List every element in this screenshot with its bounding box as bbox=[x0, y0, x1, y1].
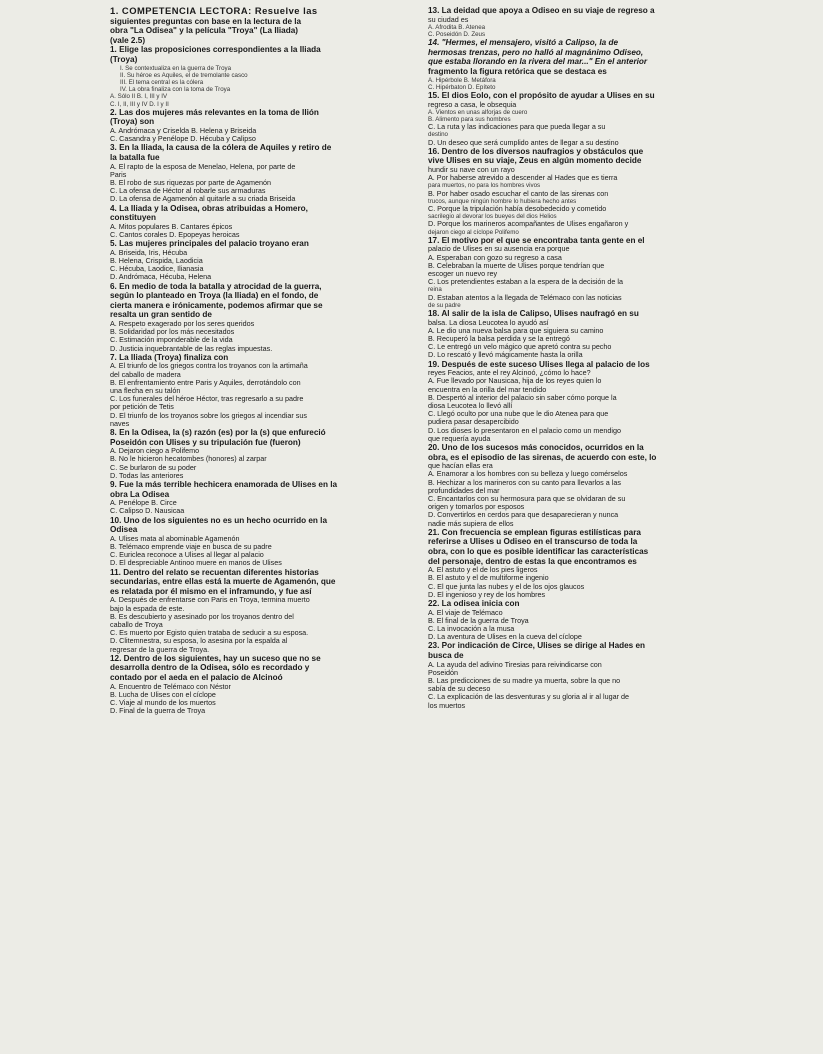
right-text-line: hundir su nave con un rayo bbox=[428, 165, 515, 174]
left-text-line: obra "La Odisea" y la película "Troya" (La Iliada) bbox=[110, 26, 298, 36]
left-text-line: (Troya) bbox=[110, 54, 138, 64]
left-text-line: 7. La Iliada (Troya) finaliza con bbox=[110, 352, 229, 362]
right-text-line: B. El astuto y el de multiforme ingenio bbox=[428, 574, 549, 583]
right-text-line: C. La invocación a la musa bbox=[428, 625, 515, 634]
left-text-line: A. Andrómaca y Criselda B. Helena y Briseida bbox=[110, 126, 257, 135]
left-text-line: B. Helena, Crispida, Laodicia bbox=[110, 256, 203, 265]
left-text-line: naves bbox=[110, 419, 130, 428]
right-text-line: A. Por haberse atrevido a descender al Hades que es tierra bbox=[428, 174, 618, 183]
right-text-line: C. Llegó oculto por una nube que le dio Atenea para que bbox=[428, 410, 609, 419]
left-column bbox=[110, 6, 398, 715]
right-text-line: B. Despertó al interior del palacio sin saber cómo porque la bbox=[428, 393, 617, 402]
left-text-line: 1. COMPETENCIA LECTORA: Resuelve las bbox=[110, 6, 318, 16]
left-text-line: obra La Odisea bbox=[110, 489, 170, 499]
right-text-line: los muertos bbox=[428, 701, 466, 710]
right-text-line: escoger un nuevo rey bbox=[428, 270, 498, 279]
left-text-line: A. Penélope B. Circe bbox=[110, 499, 177, 508]
right-text-line: reyes Feacios, ante el rey Alcinoó, ¿cómo lo hace? bbox=[428, 369, 591, 378]
left-text-line: Paris bbox=[110, 170, 127, 179]
right-text-line: hermosas trenzas, pero no halló al magnánimo Odiseo, bbox=[428, 47, 644, 57]
right-text-line: A. Afrodita B. Atenea bbox=[428, 23, 486, 31]
left-text-line: A. Encuentro de Telémaco con Néstor bbox=[110, 682, 231, 691]
left-text-line: cierta manera e irónicamente, podemos afirmar que se bbox=[110, 300, 323, 310]
right-text-line: balsa. La diosa Leucotea lo ayudó así bbox=[428, 318, 549, 327]
left-text-line: C. Los funerales del héroe Héctor, tras regresarlo a su padre bbox=[110, 395, 304, 404]
right-text-line: regreso a casa, le obsequia bbox=[428, 100, 517, 109]
left-text-line: desarrolla dentro de la Odisea, sólo es recordado y bbox=[110, 663, 310, 673]
right-text-line: C. Le entregó un velo mágico que apretó contra su pecho bbox=[428, 343, 612, 352]
right-text-line: C. Porque la tripulación había desobedecido y cometido bbox=[428, 205, 607, 213]
right-text-line: profundidades del mar bbox=[428, 486, 500, 495]
left-text-line: Odisea bbox=[110, 525, 138, 535]
left-text-line: B. El enfrentamiento entre Paris y Aquiles, derrotándolo con bbox=[110, 378, 301, 387]
left-text-line: resalta un gran sentido de bbox=[110, 310, 212, 320]
left-text-line: según lo planteado en Troya (la Iliada) en el fondo, de bbox=[110, 291, 319, 301]
right-text-line: D. Porque los marineros acompañantes de Ulises engañaron y bbox=[428, 220, 629, 229]
left-text-line: II. Su héroe es Aquiles, el de tremolante casco bbox=[120, 71, 248, 79]
right-text-line: 18. Al salir de la isla de Calipso, Ulises naufragó en su bbox=[428, 309, 639, 319]
left-text-line: 4. La Iliada y la Odisea, obras atribuidas a Homero, bbox=[110, 203, 308, 213]
left-text-line: C. Se burlaron de su poder bbox=[110, 463, 197, 472]
right-text-line: 21. Con frecuencia se emplean figuras estilísticas para bbox=[428, 527, 641, 537]
right-text-line: B. Por haber osado escuchar el canto de las sirenas con bbox=[428, 189, 609, 198]
right-text-line: A. El viaje de Telémaco bbox=[428, 608, 503, 617]
left-text-line: por petición de Tetis bbox=[110, 403, 174, 412]
right-text-line: fragmento la figura retórica que se destaca es bbox=[428, 66, 607, 76]
left-text-line: D. El triunfo de los troyanos sobre los griegos al incendiar sus bbox=[110, 411, 307, 420]
left-text-line: D. Todas las anteriores bbox=[110, 471, 184, 480]
right-text-line: que requería ayuda bbox=[428, 434, 491, 443]
right-text-line: palacio de Ulises en su ausencia era porque bbox=[428, 245, 570, 254]
right-text-line: 16. Dentro de los diversos naufragios y obstáculos que bbox=[428, 146, 644, 156]
left-text-line: una flecha en su talón bbox=[110, 386, 181, 395]
right-text-line: B. Alimento para sus hombres bbox=[428, 115, 511, 123]
left-text-line: IV. La obra finaliza con la toma de Troya bbox=[120, 86, 231, 94]
left-text-line: D. Justicia inquebrantable de las reglas impuestas. bbox=[110, 344, 273, 353]
left-text-line: siguientes preguntas con base en la lectura de la bbox=[110, 16, 302, 26]
right-text-line: B. Celebraban la muerte de Ulises porque tendrían que bbox=[428, 261, 605, 270]
left-text-line: regresar de la guerra de Troya. bbox=[110, 645, 210, 654]
left-text-line: C. I, II, III y IV D. I y II bbox=[110, 100, 169, 108]
right-text-line: de su padre bbox=[428, 301, 461, 309]
left-text-line: 10. Uno de los siguientes no es un hecho ocurrido en la bbox=[110, 515, 328, 525]
left-text-line: A. Respeto exagerado por los seres queridos bbox=[110, 319, 255, 328]
left-text-line: Poseidón con Ulises y su tripulación fue (fueron) bbox=[110, 437, 301, 447]
right-text-line: que hacían ellas era bbox=[428, 462, 493, 471]
left-text-line: A. Mitos populares B. Cantares épicos bbox=[110, 222, 233, 231]
right-text-line: su ciudad es bbox=[428, 15, 469, 24]
left-text-line: 9. Fue la más terrible hechicera enamorada de Ulises en la bbox=[110, 479, 338, 489]
right-text-line: dejaron ciego al cíclope Polifemo bbox=[428, 228, 519, 236]
left-text-line: 5. Las mujeres principales del palacio troyano eran bbox=[110, 239, 309, 249]
left-text-line: B. Solidaridad por los más necesitados bbox=[110, 328, 235, 337]
left-text-line: A. El triunfo de los griegos contra los troyanos con la artimaña bbox=[110, 362, 308, 371]
left-text-line: A. Briseida, Iris, Hécuba bbox=[110, 248, 188, 257]
left-text-line: caballo de Troya bbox=[110, 620, 163, 629]
right-text-line: B. El final de la guerra de Troya bbox=[428, 616, 529, 625]
left-text-line: C. Es muerto por Egisto quien trataba de seducir a su esposa. bbox=[110, 629, 309, 638]
left-text-line: contado por el aeda en el palacio de Alcinoó bbox=[110, 672, 283, 682]
right-text-line: 14. "Hermes, el mensajero, visitó a Calipso, la de bbox=[428, 38, 619, 48]
left-text-line: bajo la espada de este. bbox=[110, 604, 185, 613]
left-text-line: C. La ofensa de Héctor al robarle sus armaduras bbox=[110, 187, 266, 196]
left-text-line: C. Euriclea reconoce a Ulises al llegar al palacio bbox=[110, 551, 264, 560]
right-text-line: B. Recuperó la balsa perdida y se la entregó bbox=[428, 335, 570, 344]
left-text-line: A. Sólo II B. I, III y IV bbox=[110, 93, 168, 101]
right-text-line: B. Hechizar a los marineros con su canto para llevarlos a las bbox=[428, 478, 621, 487]
right-text-line: destino bbox=[428, 131, 448, 139]
right-text-line: 23. Por indicación de Circe, Ulises se dirige al Hades en bbox=[428, 641, 646, 651]
left-text-line: 8. En la Odisea, la (s) razón (es) por la (s) que enfureció bbox=[110, 427, 326, 437]
right-text-line: D. Estaban atentos a la llegada de Telémaco con las noticias bbox=[428, 293, 622, 302]
right-text-line: C. La explicación de las desventuras y su gloria al ir al lugar de bbox=[428, 693, 629, 702]
left-text-line: D. Andrómaca, Hécuba, Helena bbox=[110, 273, 212, 282]
left-text-line: 1. Elige las proposiciones correspondientes a la Iliada bbox=[110, 45, 321, 55]
right-text-line: busca de bbox=[428, 651, 464, 661]
left-text-line: A. Después de enfrentarse con Paris en Troya, termina muerto bbox=[110, 596, 310, 605]
right-text-line: sabía de su deceso bbox=[428, 685, 491, 694]
right-text-line: 15. El dios Eolo, con el propósito de ayudar a Ulises en su bbox=[428, 90, 655, 100]
right-text-line: D. Un deseo que será cumplido antes de llegar a su destino bbox=[428, 138, 619, 147]
right-text-line: C. La ruta y las indicaciones para que pueda llegar a su bbox=[428, 123, 606, 132]
right-text-line: trucos, aunque ningún hombre lo hubiera hecho antes bbox=[428, 197, 577, 205]
left-text-line: 12. Dentro de los siguientes, hay un suceso que no se bbox=[110, 653, 321, 663]
right-text-line: origen y tomarlos por esposos bbox=[428, 503, 525, 512]
right-text-line: que estaba llorando en la rivera del mar..." En el anterior bbox=[428, 57, 648, 67]
right-text-line: del personaje, dentro de estas la que encontramos es bbox=[428, 556, 637, 566]
right-text-line: D. Convertirlos en cerdos para que desaparecieran y nunca bbox=[428, 511, 619, 520]
left-text-line: C. Casandra y Penélope D. Hécuba y Calipso bbox=[110, 135, 256, 144]
left-text-line: secundarias, entre ellas está la muerte de Agamenón, que bbox=[110, 577, 336, 587]
right-text-line: C. Hipérbaton D. Epíteto bbox=[428, 83, 496, 91]
right-text-line: 13. La deidad que apoya a Odiseo en su viaje de regreso a bbox=[428, 6, 655, 15]
right-text-line: obra, es el episodio de las sirenas, de acuerdo con este, lo bbox=[428, 452, 657, 462]
left-text-line: I. Se contextualiza en la guerra de Troya bbox=[120, 64, 232, 72]
left-text-line: D. Final de la guerra de Troya bbox=[110, 707, 206, 716]
right-text-line: D. Los dioses lo presentaron en el palacio como un mendigo bbox=[428, 426, 621, 435]
left-text-line: la batalla fue bbox=[110, 152, 160, 162]
left-text-line: C. Hécuba, Laodice, Ilianasia bbox=[110, 265, 204, 274]
right-text-line: nadie más supiera de ellos bbox=[428, 519, 514, 528]
right-text-line: A. Le dio una nueva balsa para que siguiera su camino bbox=[428, 326, 604, 335]
right-text-line: A. El astuto y el de los pies ligeros bbox=[428, 566, 538, 575]
left-text-line: C. Calipso D. Nausicaa bbox=[110, 507, 185, 516]
left-text-line: D. Clitemnestra, su esposa, lo asesina por la espalda al bbox=[110, 637, 288, 646]
right-text-line: D. Lo rescató y llevó mágicamente hasta la orilla bbox=[428, 351, 583, 360]
right-text-line: obra, con lo que es posible identificar las características bbox=[428, 547, 649, 557]
right-text-line: 19. Después de este suceso Ulises llega al palacio de los bbox=[428, 359, 650, 369]
left-text-line: constituyen bbox=[110, 213, 156, 223]
right-text-line: B. Las predicciones de su madre ya muerta, sobre la que no bbox=[428, 677, 621, 686]
left-text-line: del caballo de madera bbox=[110, 370, 181, 379]
right-text-line: para muertos, no para los hombres vivos bbox=[428, 182, 541, 190]
left-text-line: B. El robo de sus riquezas por parte de Agamenón bbox=[110, 178, 272, 187]
left-text-line: es relatada por él mismo en el inframundo, y fue así bbox=[110, 586, 312, 596]
left-text-line: B. Es descubierto y asesinado por los troyanos dentro del bbox=[110, 612, 294, 621]
left-text-line: (vale 2.5) bbox=[110, 35, 146, 45]
right-text-line: C. Encantarlos con su hermosura para que se olvidaran de su bbox=[428, 495, 626, 504]
left-text-line: (Troya) son bbox=[110, 117, 155, 127]
left-text-line: A. El rapto de la esposa de Menelao, Helena, por parte de bbox=[110, 162, 296, 171]
left-text-line: D. El despreciable Antinoo muere en manos de Ulises bbox=[110, 559, 282, 568]
left-text-line: B. Lucha de Ulises con el cíclope bbox=[110, 690, 216, 699]
left-text-line: D. La ofensa de Agamenón al quitarle a su criada Briseida bbox=[110, 195, 296, 204]
right-text-line: C. Poseidón D. Zeus bbox=[428, 31, 486, 38]
left-text-line: 2. Las dos mujeres más relevantes en la toma de Ilión bbox=[110, 107, 319, 117]
right-text-line: vive Ulises en su viaje, Zeus en algún momento decide bbox=[428, 156, 642, 166]
right-text-line: A. Esperaban con gozo su regreso a casa bbox=[428, 253, 562, 262]
right-text-line: A. Fue llevado por Nausicaa, hija de los reyes quien lo bbox=[428, 377, 602, 386]
left-text-line: A. Ulises mata al abominable Agamenón bbox=[110, 534, 240, 543]
left-text-line: C. Cantos corales D. Epopeyas heroicas bbox=[110, 230, 240, 239]
left-text-line: C. Viaje al mundo de los muertos bbox=[110, 698, 216, 707]
right-text-line: reina bbox=[428, 286, 442, 294]
right-text-line: diosa Leucotea lo llevó allí bbox=[428, 402, 513, 411]
right-text-line: sacrilegio al devorar los bueyes del dios Helios bbox=[428, 213, 557, 221]
right-text-line: D. La aventura de Ulises en la cueva del cíclope bbox=[428, 633, 582, 642]
right-text-line: A. Hipérbole B. Metáfora bbox=[428, 76, 496, 84]
right-text-line: 17. El motivo por el que se encontraba tanta gente en el bbox=[428, 235, 645, 245]
left-text-line: III. El tema central es la cólera bbox=[120, 78, 204, 86]
right-text-line: referirse a Ulises u Odiseo en el transcurso de toda la bbox=[428, 537, 638, 547]
left-text-line: 3. En la Iliada, la causa de la cólera de Aquiles y retiro de bbox=[110, 143, 332, 153]
right-text-line: 22. La odisea inicia con bbox=[428, 599, 520, 609]
right-text-line: A. La ayuda del adivino Tiresias para reivindicarse con bbox=[428, 660, 602, 669]
right-text-line: C. El que junta las nubes y el de los ojos glaucos bbox=[428, 582, 585, 591]
right-text-line: Poseidón bbox=[428, 668, 458, 677]
right-text-line: encuentra en la orilla del mar tendido bbox=[428, 385, 547, 394]
right-text-line: 20. Uno de los sucesos más conocidos, ocurridos en la bbox=[428, 443, 644, 453]
right-text-line: A. Vientos en unas alforjas de cuero bbox=[428, 108, 528, 116]
right-text-line: D. El ingenioso y rey de los hombres bbox=[428, 590, 546, 599]
right-column bbox=[428, 6, 794, 710]
right-text-line: pudiera pasar desapercibido bbox=[428, 418, 519, 427]
left-text-line: B. Telémaco emprende viaje en busca de su padre bbox=[110, 542, 272, 551]
left-text-line: C. Estimación imponderable de la vida bbox=[110, 336, 233, 345]
left-text-line: A. Dejaron ciego a Polifemo bbox=[110, 447, 200, 456]
right-text-line: A. Enamorar a los hombres con su belleza y luego comérselos bbox=[428, 470, 628, 479]
left-text-line: B. No le hicieron hecatombes (honores) al zarpar bbox=[110, 455, 267, 464]
right-text-line: C. Los pretendientes estaban a la espera de la decisión de la bbox=[428, 278, 623, 287]
left-text-line: 6. En medio de toda la batalla y atrocidad de la guerra, bbox=[110, 281, 322, 291]
left-text-line: 11. Dentro del relato se recuentan diferentes historias bbox=[110, 567, 319, 577]
